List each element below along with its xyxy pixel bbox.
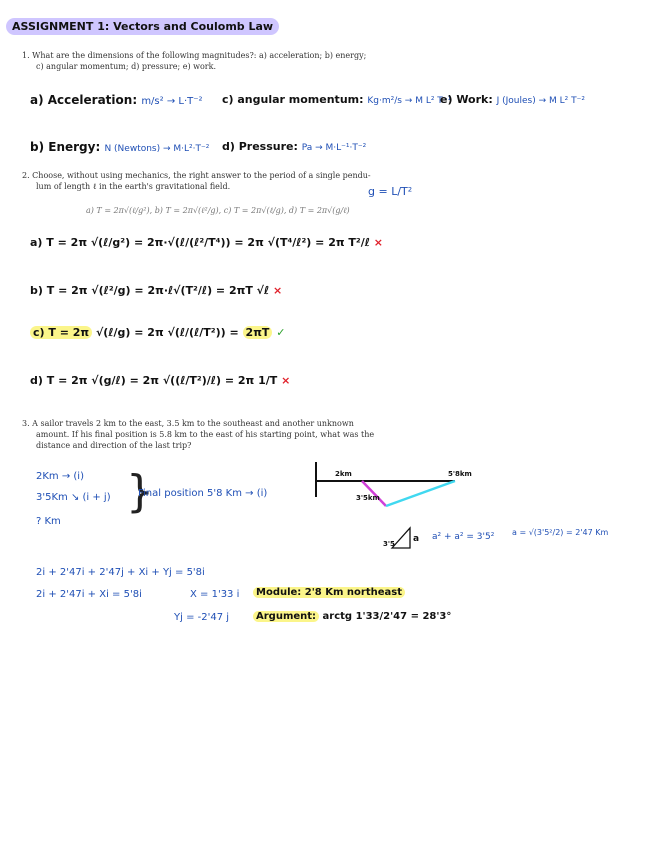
triangle-equation-2: a = √(3'5²/2) = 2'47 Km xyxy=(512,528,609,537)
answer-1b: b) Energy: N (Newtons) → M·L²·T⁻² xyxy=(30,140,210,154)
vector-equation-2b: X = 1'33 i xyxy=(190,589,240,600)
answer-2a: a) T = 2π √(ℓ/g²) = 2π·√(ℓ/(ℓ²/T⁴)) = 2π √(T⁴/ℓ²) = 2π T²/ℓ × xyxy=(30,236,383,249)
question-1-line-2: c) angular momentum; d) pressure; e) work. xyxy=(36,62,217,71)
grouping-brace: } xyxy=(126,466,154,517)
diagram-label-3-5km: 3'5km xyxy=(356,494,380,502)
final-position-note: Final position 5'8 Km → (i) xyxy=(138,488,268,499)
triangle-equation-1: a² + a² = 3'5² xyxy=(432,532,495,542)
answer-2d: d) T = 2π √(g/ℓ) = 2π √((ℓ/T²)/ℓ) = 2π 1/T × xyxy=(30,374,291,387)
diagram-label-5-8km: 5'8km xyxy=(448,470,472,478)
given-displacement-3: ? Km xyxy=(36,516,61,527)
triangle-label-side: a xyxy=(413,534,420,544)
vector-equation-2: 2i + 2'47i + Xi = 5'8i xyxy=(36,589,142,600)
question-3-line-1: 3. A sailor travels 2 km to the east, 3.5 km to the southeast and another unknown xyxy=(22,419,354,428)
answer-1d: d) Pressure: Pa → M·L⁻¹·T⁻² xyxy=(222,140,367,153)
given-displacement-1: 2Km → (i) xyxy=(36,471,84,482)
answer-argument: Argument: arctg 1'33/2'47 = 28'3° xyxy=(253,611,451,622)
answer-2c: c) T = 2π √(ℓ/g) = 2π √(ℓ/(ℓ/T²)) = 2πT ✓ xyxy=(30,326,285,339)
vector-equation-3: Yj = -2'47 j xyxy=(174,612,230,623)
question-3-line-2: amount. If his final position is 5.8 km to the east of his starting point, what was the xyxy=(36,430,375,439)
answer-module: Module: 2'8 Km northeast xyxy=(253,587,405,598)
vector-equation-1: 2i + 2'47i + 2'47j + Xi + Yj = 5'8i xyxy=(36,567,205,578)
answer-2b: b) T = 2π √(ℓ²/g) = 2π·ℓ√(T²/ℓ) = 2πT √ℓ × xyxy=(30,284,283,297)
assignment-title: ASSIGNMENT 1: Vectors and Coulomb Law xyxy=(6,20,279,33)
triangle-label-hypotenuse: 3'5 xyxy=(383,540,395,548)
question-2-line-2: lum of length ℓ in the earth's gravitational field. xyxy=(36,182,231,191)
answer-1c: c) angular momentum: Kg·m²/s → M L² T⁻¹ xyxy=(222,93,452,106)
question-3-line-3: distance and direction of the last trip? xyxy=(36,441,192,450)
given-displacement-2: 3'5Km ↘ (i + j) xyxy=(36,492,111,503)
diagram-label-2km: 2km xyxy=(335,470,352,478)
answer-1a: a) Acceleration: m/s² → L·T⁻² xyxy=(30,93,203,107)
answer-1e: e) Work: J (Joules) → M L² T⁻² xyxy=(440,93,585,106)
question-1-line-1: 1. What are the dimensions of the following magnitudes?: a) acceleration; b) energy; xyxy=(22,51,367,60)
question-2-options: a) T = 2π√(ℓ/g²), b) T = 2π√(ℓ²/g), c) T = 2π√(ℓ/g), d) T = 2π√(g/ℓ) xyxy=(86,206,350,215)
question-2-line-1: 2. Choose, without using mechanics, the right answer to the period of a single pendu- xyxy=(22,171,371,180)
gravity-dimension-note: g = L/T² xyxy=(368,185,413,198)
